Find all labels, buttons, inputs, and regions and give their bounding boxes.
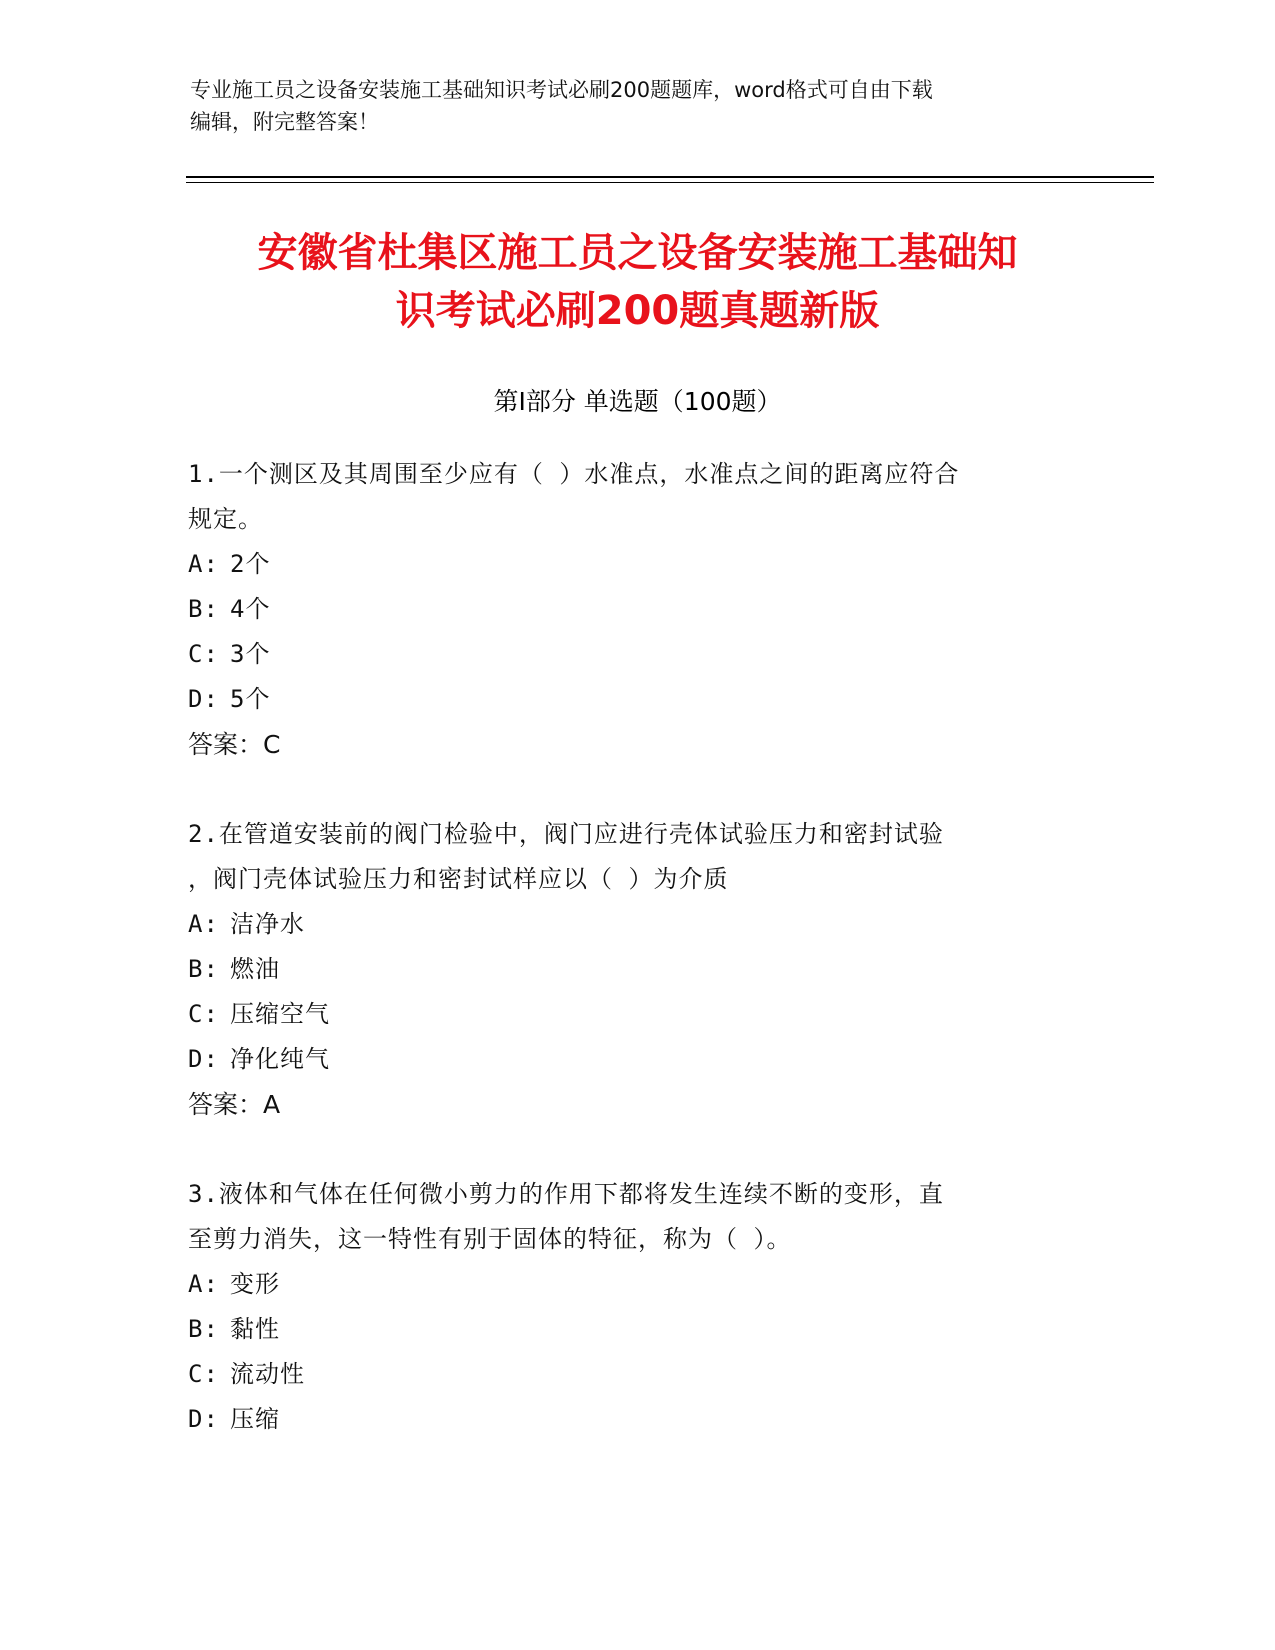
option-b bbox=[188, 1307, 1088, 1352]
header-note-line2: 编辑，附完整答案！ bbox=[190, 110, 379, 134]
option-letter: C: bbox=[188, 640, 219, 668]
question-text-line2: 至剪力消失，这一特性有别于固体的特征，称为（ ）。 bbox=[188, 1225, 792, 1253]
header-note bbox=[190, 74, 1090, 138]
question-text-line2: ，阀门壳体试验压力和密封试样应以（ ）为介质 bbox=[188, 865, 729, 893]
option-c bbox=[188, 992, 1088, 1037]
section-heading: 第Ⅰ部分 单选题（100题） bbox=[493, 387, 782, 416]
option-text: 压缩空气 bbox=[230, 1000, 330, 1028]
option-b bbox=[188, 587, 1088, 632]
answer-label: 答案：A bbox=[188, 1090, 281, 1119]
option-letter: C: bbox=[188, 1360, 219, 1388]
option-d bbox=[188, 1037, 1088, 1082]
option-letter: B: bbox=[188, 1315, 219, 1343]
option-text: 净化纯气 bbox=[230, 1045, 330, 1073]
option-letter: D: bbox=[188, 1405, 219, 1433]
option-a bbox=[188, 542, 1088, 587]
header-divider-thick bbox=[186, 176, 1154, 178]
document-title-line1: 安徽省杜集区施工员之设备安装施工基础知 bbox=[257, 230, 1018, 276]
option-letter: D: bbox=[188, 685, 219, 713]
option-text: 燃油 bbox=[230, 955, 280, 983]
option-text: 压缩 bbox=[230, 1405, 280, 1433]
option-b bbox=[188, 947, 1088, 992]
option-letter: C: bbox=[188, 1000, 219, 1028]
question-2 bbox=[188, 812, 1088, 1127]
question-text-line1: 3.液体和气体在任何微小剪力的作用下都将发生连续不断的变形，直 bbox=[188, 1180, 944, 1208]
question-3 bbox=[188, 1172, 1088, 1442]
option-text: 5个 bbox=[230, 685, 271, 713]
option-text: 黏性 bbox=[230, 1315, 280, 1343]
option-letter: A: bbox=[188, 550, 219, 578]
option-text: 变形 bbox=[230, 1270, 280, 1298]
option-letter: D: bbox=[188, 1045, 219, 1073]
option-text: 流动性 bbox=[230, 1360, 305, 1388]
document-title bbox=[150, 224, 1125, 340]
option-c bbox=[188, 632, 1088, 677]
question-1 bbox=[188, 452, 1088, 767]
option-letter: B: bbox=[188, 955, 219, 983]
header-note-line1: 专业施工员之设备安装施工基础知识考试必刷200题题库，word格式可自由下载 bbox=[190, 78, 933, 102]
answer-label: 答案：C bbox=[188, 730, 281, 759]
header-divider-thin bbox=[186, 182, 1154, 183]
option-letter: A: bbox=[188, 910, 219, 938]
document-title-line2: 识考试必刷200题真题新版 bbox=[395, 288, 880, 334]
option-text: 4个 bbox=[230, 595, 271, 623]
option-a bbox=[188, 1262, 1088, 1307]
option-a bbox=[188, 902, 1088, 947]
question-text-line2: 规定。 bbox=[188, 505, 263, 533]
option-letter: A: bbox=[188, 1270, 219, 1298]
option-text: 洁净水 bbox=[230, 910, 305, 938]
question-text-line1: 1.一个测区及其周围至少应有（ ）水准点，水准点之间的距离应符合 bbox=[188, 460, 960, 488]
option-letter: B: bbox=[188, 595, 219, 623]
option-d bbox=[188, 1397, 1088, 1442]
option-text: 3个 bbox=[230, 640, 271, 668]
question-text-line1: 2.在管道安装前的阀门检验中，阀门应进行壳体试验压力和密封试验 bbox=[188, 820, 944, 848]
option-c bbox=[188, 1352, 1088, 1397]
option-d bbox=[188, 677, 1088, 722]
option-text: 2个 bbox=[230, 550, 271, 578]
